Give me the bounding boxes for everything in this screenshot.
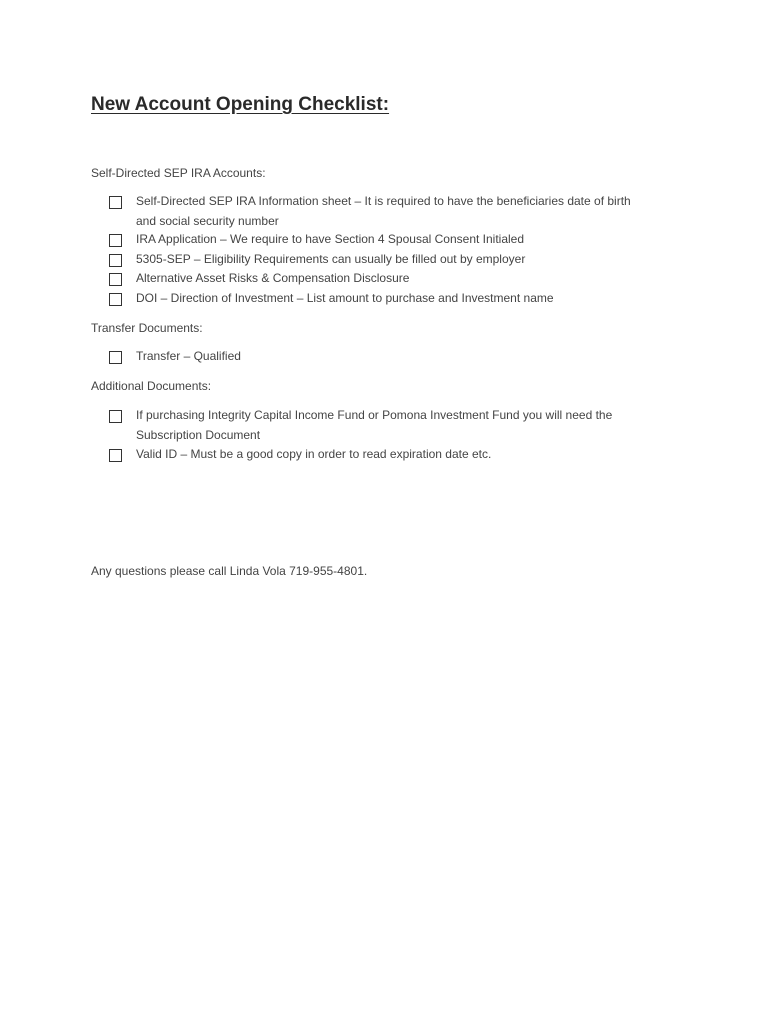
checklist-item-ira-application (109, 233, 709, 250)
checklist-item-line: 5305-SEP – Eligibility Requirements can usually be filled out by employer (136, 252, 526, 266)
checklist-item-information-sheet (109, 195, 709, 231)
checklist-item-line: Alternative Asset Risks & Compensation Disclosure (136, 271, 410, 285)
checklist-item-line: Valid ID – Must be a good copy in order to read expiration date etc. (136, 447, 492, 461)
checklist-item-line: IRA Application – We require to have Section 4 Spousal Consent Initialed (136, 232, 525, 246)
checkbox[interactable] (109, 351, 122, 364)
checklist-item-transfer-qualified (109, 350, 709, 367)
checkbox[interactable] (109, 410, 122, 423)
checklist-item-label (136, 347, 696, 367)
checklist-item-subscription-document (109, 409, 709, 445)
checklist-item-line: Subscription Document (136, 427, 261, 442)
checkbox[interactable] (109, 293, 122, 306)
checkbox[interactable] (109, 196, 122, 209)
checkbox[interactable] (109, 273, 122, 286)
checklist-item-risk-disclosure (109, 272, 709, 289)
section-heading-sep-ira: Self-Directed SEP IRA Accounts: (91, 166, 266, 180)
section-heading-additional: Additional Documents: (91, 379, 212, 393)
checklist-item-label (136, 406, 696, 445)
checkbox[interactable] (109, 449, 122, 462)
checklist-item-line: Self-Directed SEP IRA Information sheet – It is required to have the beneficiaries date of birth (136, 194, 631, 208)
checkbox[interactable] (109, 254, 122, 267)
page-title: New Account Opening Checklist: (91, 94, 390, 115)
checklist-item-line: DOI – Direction of Investment – List amount to purchase and Investment name (136, 291, 554, 305)
checkbox[interactable] (109, 234, 122, 247)
checklist-item-label (136, 192, 696, 231)
checklist-item-5305-sep (109, 253, 709, 270)
checklist-item-line: and social security number (136, 213, 279, 228)
checklist-item-label (136, 445, 696, 465)
checklist-item-label (136, 250, 696, 270)
contact-note: Any questions please call Linda Vola 719-955-4801. (91, 564, 368, 578)
checklist-item-label (136, 289, 696, 309)
checklist-item-label (136, 269, 696, 289)
checklist-item-label (136, 230, 696, 250)
section-heading-transfer: Transfer Documents: (91, 321, 203, 335)
checklist-item-line: Transfer – Qualified (136, 349, 241, 363)
checklist-item-valid-id (109, 448, 709, 465)
checklist-item-line: If purchasing Integrity Capital Income Fund or Pomona Investment Fund you will need the (136, 408, 613, 422)
checklist-item-doi (109, 292, 709, 309)
